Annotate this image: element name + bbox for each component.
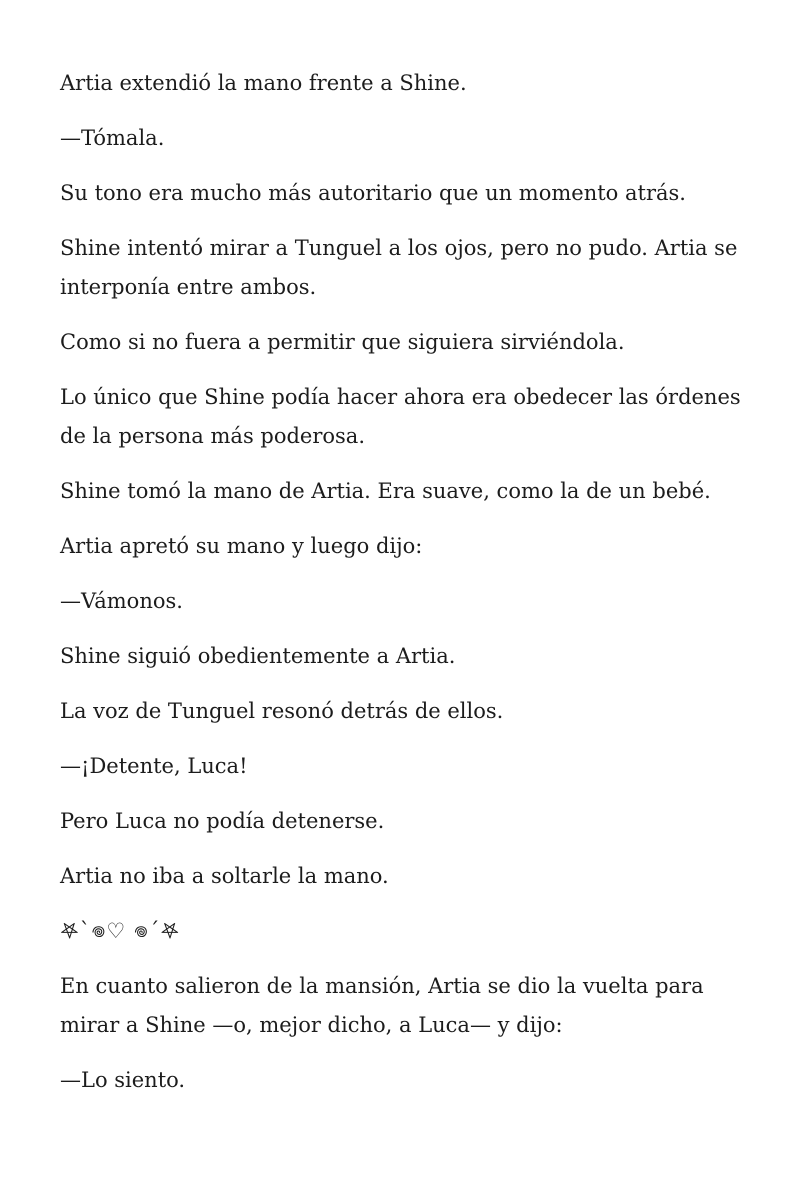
paragraph: Lo único que Shine podía hacer ahora era obedecer las órdenes de la persona más poderosa. [60,385,741,448]
paragraph: Shine tomó la mano de Artia. Era suave, como la de un bebé. [60,479,711,503]
paragraph: Artia no iba a soltarle la mano. [60,864,389,888]
paragraph: Artia extendió la mano frente a Shine. [60,71,467,95]
paragraph: Pero Luca no podía detenerse. [60,809,385,833]
paragraph: Su tono era mucho más autoritario que un momento atrás. [60,181,686,205]
paragraph: —Vámonos. [60,589,183,613]
paragraph: —Tómala. [60,126,165,150]
paragraph: —¡Detente, Luca! [60,754,248,778]
paragraph: En cuanto salieron de la mansión, Artia se dio la vuelta para mirar a Shine —o, mejor dicho, a Luca— y dijo: [60,974,704,1037]
paragraph: Como si no fuera a permitir que siguiera sirviéndola. [60,330,625,354]
paragraph: —Lo siento. [60,1068,186,1092]
scene-divider: 𖤐`𖦹♡ 𖦹´𖤐 [60,919,181,943]
paragraph: La voz de Tunguel resonó detrás de ellos. [60,699,504,723]
paragraph: Shine intentó mirar a Tunguel a los ojos, pero no pudo. Artia se interponía entre ambos. [60,236,738,299]
paragraph: Shine siguió obedientemente a Artia. [60,644,456,668]
paragraph: Artia apretó su mano y luego dijo: [60,534,423,558]
